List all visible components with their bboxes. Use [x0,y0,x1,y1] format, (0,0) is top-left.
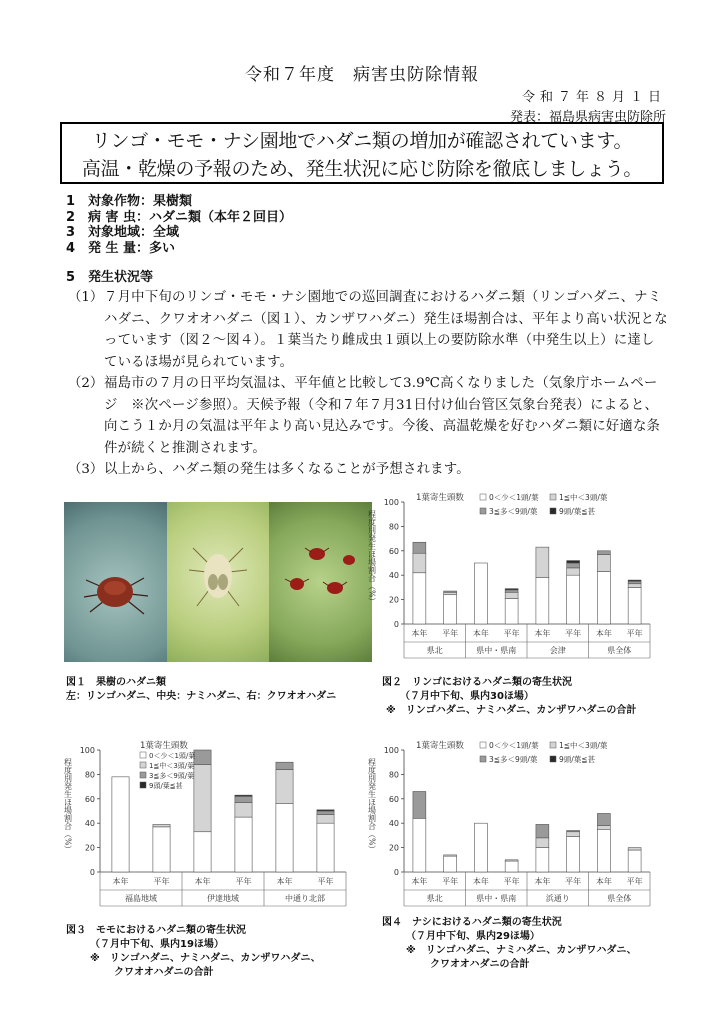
legend-swatch [140,782,146,788]
y-tick-label: 20 [388,595,399,605]
section-heading: 5 発生状況等 [66,270,154,285]
bar-segment [536,578,549,624]
bar-segment [235,802,252,817]
caption-line: ※ リンゴハダニ、ナミハダニ、カンザワハダニの合計 [386,705,637,716]
x-tick-label: 本年 [194,877,211,886]
caption-line: クワオオハダニの合計 [430,959,530,970]
bar-segment [505,589,518,590]
chart-legend [140,740,195,790]
paragraph-num: （1） [68,290,104,305]
y-axis-label: 程度別発生ほ場割合（%） [63,758,73,854]
bar-segment [628,850,641,872]
group-label: 伊達地域 [207,894,239,903]
bar-segment [235,795,252,796]
y-tick-label: 0 [393,620,399,629]
legend-swatch [550,494,556,500]
chart-legend [416,492,608,516]
y-tick-label: 40 [388,819,399,829]
issue-date: 令和７年８月１日 [521,90,666,105]
x-tick-label: 平年 [442,877,459,886]
bar-segment [317,810,334,811]
bar-segment [567,568,580,575]
bar-segment [444,592,457,594]
chart-pear-mite [360,736,660,914]
bar-segment [597,826,610,830]
caption-line: （７月中下旬、県内30ほ場） [400,691,534,702]
bar-segment [276,770,293,804]
bar-segment [597,572,610,624]
bar-segment [474,563,487,624]
legend-label: 3≦多＜9頭/葉 [149,772,195,780]
y-tick-label: 40 [388,571,399,581]
caption-fig2 [382,676,636,718]
y-tick-label: 100 [79,746,95,755]
caption-fig1 [66,676,336,704]
bar-segment [567,563,580,568]
bar-segment [112,777,129,872]
x-tick-label: 平年 [626,629,643,638]
x-tick-label: 平年 [565,629,582,638]
group-label: 浜通り [545,894,570,903]
bar-segment [153,824,170,826]
bar-segment [536,848,549,872]
paragraph [68,373,668,459]
bar-segment [505,590,518,592]
x-tick-label: 本年 [595,877,612,886]
photo-two-spotted-mite [167,502,270,662]
banner-line-1: リンゴ・モモ・ナシ園地でハダニ類の増加が確認されています。 [91,130,633,152]
bar-segment [567,832,580,837]
bar-segment [413,818,426,872]
x-tick-label: 本年 [472,629,489,638]
bar-segment [413,791,426,818]
legend-label: 9頭/葉≦甚 [559,755,596,764]
chart-peach-mite [56,736,356,914]
legend-title: 1葉寄生頭数 [416,741,464,751]
caption-fig4 [382,916,637,972]
bar-segment [444,591,457,592]
legend-swatch [480,508,486,514]
legend-label: 0＜少＜1頭/葉 [149,752,196,760]
group-label: 中通り北部 [285,894,325,903]
bar-segment [153,827,170,872]
summary-item [66,194,292,210]
legend-swatch [140,772,146,778]
legend-swatch [140,762,146,768]
bar-segment [628,587,641,624]
y-tick-label: 20 [388,843,399,853]
summary-num: 2 [66,209,76,225]
caption-line: ※ リンゴハダニ、ナミハダニ、カンザワハダニ、 [406,945,637,956]
summary-text: 対象地域：全域 [88,225,180,240]
y-tick-label: 20 [84,843,95,853]
bar-segment [235,817,252,872]
paragraph-text: 以上から、ハダニ類の発生は多くなることが予想されます。 [104,462,470,477]
x-tick-label: 平年 [317,877,334,886]
caption-line: 図２ リンゴにおけるハダニ類の寄生状況 [382,677,572,688]
group-label: 会津 [549,646,566,655]
bar-segment [276,804,293,872]
legend-swatch [550,742,556,748]
group-label: 県北 [426,646,443,655]
bar-segment [628,848,641,850]
legend-title: 1葉寄生頭数 [416,493,464,503]
caption-line: （７月中下旬、県内29ほ場） [406,931,540,942]
bar-segment [505,860,518,861]
y-axis-label: 程度別発生ほ場割合（%） [367,758,377,854]
summary-text: 病 害 虫：ハダニ類（本年２回目） [88,209,293,225]
mite-photos [64,502,372,662]
caption-line: クワオオハダニの合計 [114,967,214,978]
bar-segment [317,811,334,815]
y-tick-label: 0 [393,868,399,877]
x-tick-label: 本年 [472,877,489,886]
photo-apple-mite [64,502,167,662]
x-tick-label: 本年 [534,629,551,638]
chart-legend [416,740,608,764]
legend-swatch [140,752,146,758]
x-tick-label: 平年 [235,877,252,886]
mite-illustration [269,502,371,662]
legend-label: 3≦多＜9頭/葉 [489,755,538,764]
mite-illustration [64,502,166,662]
bar-segment [413,542,426,553]
group-label: 県中・県南 [476,894,517,903]
paragraph [68,287,668,373]
bar-segment [505,598,518,624]
group-label: 県全体 [607,646,632,655]
bar-segment [444,595,457,624]
caption-line: 図３ モモにおけるハダニ類の寄生状況 [66,925,246,936]
caption-line: 図１ 果樹のハダニ類 [66,677,166,688]
chart-apple-mite [360,488,660,666]
summary-item [66,225,292,241]
group-label: 県北 [426,894,443,903]
group-label: 福島地域 [125,894,157,903]
summary-item [66,241,292,257]
y-axis-label: 程度別発生ほ場割合（%） [367,510,377,606]
paragraph-text: 福島市の７月の日平均気温は、平年値と比較して3.9℃高くなりました（気象庁ホームページ ※次ページ参照）。天候予報（令和７年７月31日付け仙台管区気象台発表）によると、向こう１か月の気温は平年より高い見込みです。今後、高温乾燥を好むハダニ類に好適な条件が続くと推測されます。 [104,376,661,456]
bar-segment [505,861,518,872]
bar-segment [276,762,293,769]
y-tick-label: 60 [388,794,399,804]
summary-list [66,194,292,256]
legend-swatch [480,494,486,500]
bar-segment [194,750,211,765]
paragraph-num: （3） [68,462,104,477]
summary-num: 3 [66,225,76,240]
legend-label: 3≦多＜9頭/葉 [489,507,538,516]
bar-segment [628,580,641,581]
x-tick-label: 平年 [503,629,520,638]
bar-segment [597,829,610,872]
caption-line: ※ リンゴハダニ、ナミハダニ、カンザワハダニ、 [90,953,321,964]
page-title: 令和７年度 病害虫防除情報 [245,65,479,85]
x-tick-label: 平年 [442,629,459,638]
y-tick-label: 60 [388,546,399,556]
alert-banner [60,122,664,184]
bar-segment [235,796,252,802]
group-label: 県全体 [607,894,632,903]
y-tick-label: 100 [383,498,399,507]
bar-segment [194,832,211,872]
bar-segment [536,824,549,837]
group-label: 県中・県南 [476,646,517,655]
y-tick-label: 80 [388,522,399,532]
bar-segment [567,561,580,563]
bar-segment [317,815,334,824]
legend-label: 1≦中＜3頭/葉 [559,493,608,502]
mite-illustration [167,502,269,662]
bar-segment [628,581,641,583]
bar-segment [317,823,334,872]
legend-swatch [550,756,556,762]
caption-line: 左：リンゴハダニ、中央：ナミハダニ、右：クワオオハダニ [66,691,337,702]
y-tick-label: 0 [89,868,95,877]
summary-item [66,210,292,226]
summary-num: 4 [66,240,76,256]
bar-segment [567,575,580,624]
caption-line: 図４ ナシにおけるハダニ類の寄生状況 [382,917,562,928]
x-tick-label: 本年 [411,629,428,638]
summary-text: 発 生 量：多い [88,240,176,256]
x-tick-label: 本年 [112,877,129,886]
y-tick-label: 80 [388,770,399,780]
section-body [68,287,668,481]
bar-segment [597,551,610,555]
x-tick-label: 平年 [565,877,582,886]
x-tick-label: 本年 [411,877,428,886]
issuer: 発表：福島県病害虫防除所 [509,110,666,125]
x-tick-label: 本年 [276,877,293,886]
x-tick-label: 本年 [595,629,612,638]
bar-segment [597,813,610,825]
bar-segment [474,823,487,872]
x-tick-label: 平年 [626,877,643,886]
bar-segment [444,855,457,856]
bar-segment [536,838,549,848]
bar-segment [505,592,518,598]
paragraph [68,459,668,481]
banner-line-2: 高温・乾燥の予報のため、発生状況に応じ防除を徹底しましょう。 [81,158,643,180]
summary-text: 対象作物：果樹類 [88,194,193,209]
legend-title: 1葉寄生頭数 [140,741,188,751]
x-tick-label: 本年 [534,877,551,886]
y-tick-label: 60 [84,794,95,804]
bar-segment [567,837,580,872]
legend-label: 9頭/葉≦甚 [149,782,183,790]
bar-segment [567,831,580,832]
legend-label: 0＜少＜1頭/葉 [489,493,539,502]
caption-line: （７月中下旬、県内19ほ場） [90,939,224,950]
paragraph-num: （2） [68,376,104,391]
y-tick-label: 40 [84,819,95,829]
y-tick-label: 80 [84,770,95,780]
paragraph-text: ７月中下旬のリンゴ・モモ・ナシ園地での巡回調査におけるハダニ類（リンゴハダニ、ナミハダニ、クワオオハダニ（図１）、カンザワハダニ）発生ほ場割合は、平年より高い状況となっています（図２〜図４）。１葉当たり雌成虫１頭以上の要防除水準（中発生以上）に達しているほ場が見られています。 [104,290,668,370]
caption-fig3 [66,924,321,980]
legend-label: 0＜少＜1頭/葉 [489,741,539,750]
legend-swatch [550,508,556,514]
bar-segment [597,554,610,571]
bar-segment [194,765,211,832]
legend-label: 1≦中＜3頭/葉 [149,762,195,770]
legend-swatch [480,756,486,762]
photo-kuwaoo-mite [269,502,372,662]
bar-segment [536,547,549,578]
legend-swatch [480,742,486,748]
bar-segment [628,584,641,588]
legend-label: 1≦中＜3頭/葉 [559,741,608,750]
y-tick-label: 100 [383,746,399,755]
legend-label: 9頭/葉≦甚 [559,507,596,516]
bar-segment [444,856,457,872]
bar-segment [413,573,426,624]
x-tick-label: 平年 [153,877,170,886]
summary-num: 1 [66,194,76,209]
x-tick-label: 平年 [503,877,520,886]
bar-segment [413,553,426,573]
